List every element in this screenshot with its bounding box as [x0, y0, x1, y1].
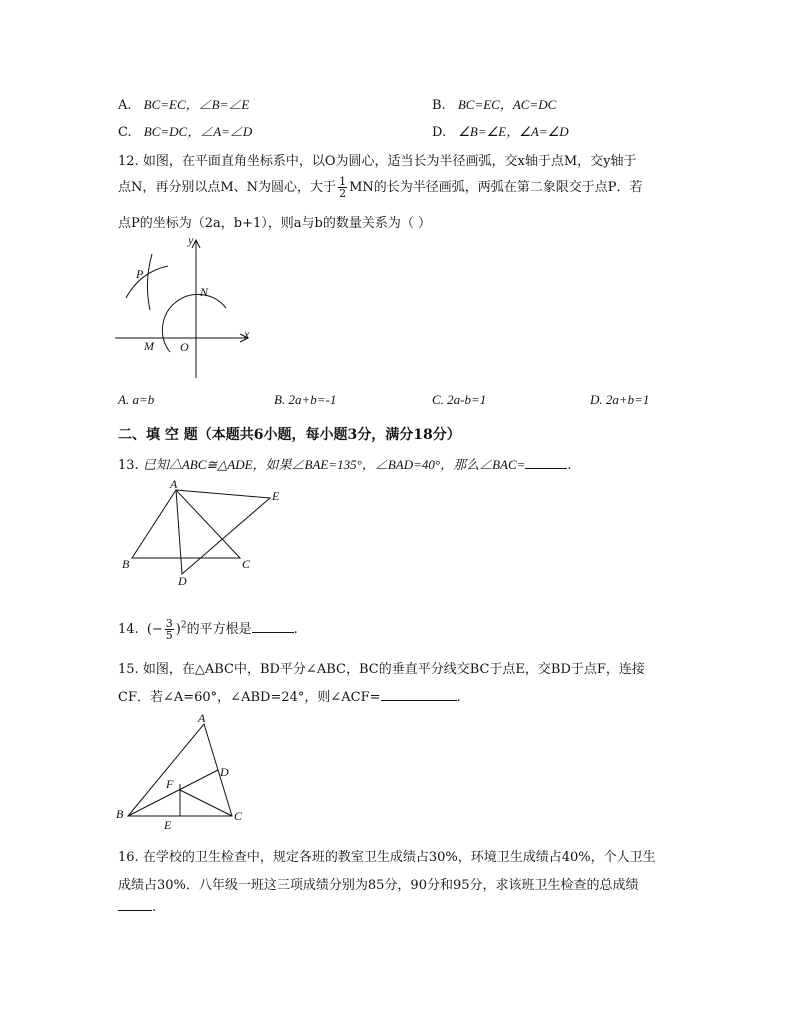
- q12-line3: 点P的坐标为（2a，b+1），则a与b的数量关系为（ ）: [118, 216, 431, 231]
- q11-option-b: B. BC=EC，AC=DC: [432, 97, 557, 113]
- q14-text: 14. (− $\frac{3}{5}$ )$^2$的平方根是 .: [118, 617, 298, 642]
- q14-answer-blank: [252, 620, 294, 633]
- label-b: B: [122, 557, 130, 571]
- q13-answer-blank: [525, 456, 567, 469]
- q11-option-a: A. BC=EC，∠B=∠E: [118, 97, 250, 113]
- label-n: N: [200, 285, 209, 299]
- label-p: P: [136, 267, 144, 281]
- label-c: C: [234, 809, 243, 823]
- q16-line3: .: [118, 898, 156, 915]
- q15-line2: CF．若∠A=60°，∠ABD=24°，则∠ACF= .: [118, 690, 461, 705]
- label-e: E: [272, 489, 280, 503]
- q16-line2: 成绩占30%．八年级一班这三项成绩分别为85分，90分和95分，求该班卫生检查的总成绩: [118, 878, 639, 893]
- triangle-abc: [132, 490, 240, 558]
- arc-from-m: [147, 254, 152, 310]
- q11-option-d: D. ∠B=∠E，∠A=∠D: [432, 124, 569, 140]
- label-o: O: [180, 340, 189, 354]
- label-d: D: [220, 765, 229, 779]
- q12-option-a: A. a=b: [118, 392, 155, 407]
- label-a: A: [198, 711, 206, 725]
- q16-answer-blank: [118, 898, 152, 911]
- label-b: B: [116, 807, 124, 821]
- segment-cf: [180, 790, 232, 816]
- q12-line1: 12. 如图，在平面直角坐标系中，以O为圆心，适当长为半径画弧，交x轴于点M，交y轴于: [118, 154, 637, 169]
- q13-figure: [118, 474, 288, 586]
- label-y: y: [188, 233, 194, 247]
- q12-option-d: D. 2a+b=1: [590, 392, 650, 407]
- triangle-ade: [176, 490, 270, 574]
- label-m: M: [144, 339, 154, 353]
- q12-option-b: B. 2a+b=-1: [274, 392, 337, 407]
- q13-text: 13. 已知△ABC≅△ADE，如果∠BAE=135°，∠BAD=40°，那么∠BAC= .: [118, 457, 572, 473]
- label-c: C: [242, 557, 251, 571]
- q15-answer-blank: [381, 688, 457, 701]
- q12-fraction: $\frac{1}{2}$: [339, 175, 347, 200]
- q15-figure: [114, 708, 254, 832]
- q12-option-c: C. 2a-b=1: [432, 392, 487, 407]
- q12-line2: 点N，再分别以点M、N为圆心，大于 $\frac{1}{2}$ MN的长为半径画弧，两弧在第二象限交于点P．若: [118, 175, 643, 200]
- q14-fraction: $\frac{3}{5}$: [165, 617, 173, 642]
- label-a: A: [170, 477, 178, 491]
- label-d: D: [178, 574, 187, 586]
- label-f: F: [166, 777, 174, 791]
- q11-option-c: C. BC=DC，∠A=∠D: [118, 124, 253, 140]
- section-title: 二、填 空 题（本题共6小题，每小题3分，满分18分）: [118, 427, 461, 443]
- q15-line1: 15. 如图，在△ABC中，BD平分∠ABC，BC的垂直平分线交BC于点E，交BD于点F，连接: [118, 662, 645, 677]
- arc-center-o: [162, 294, 226, 352]
- q12-figure: [110, 230, 270, 385]
- label-e: E: [164, 818, 172, 832]
- label-x: x: [244, 327, 250, 341]
- q16-line1: 16. 在学校的卫生检查中，规定各班的教室卫生成绩占30%，环境卫生成绩占40%，个人卫生: [118, 850, 656, 865]
